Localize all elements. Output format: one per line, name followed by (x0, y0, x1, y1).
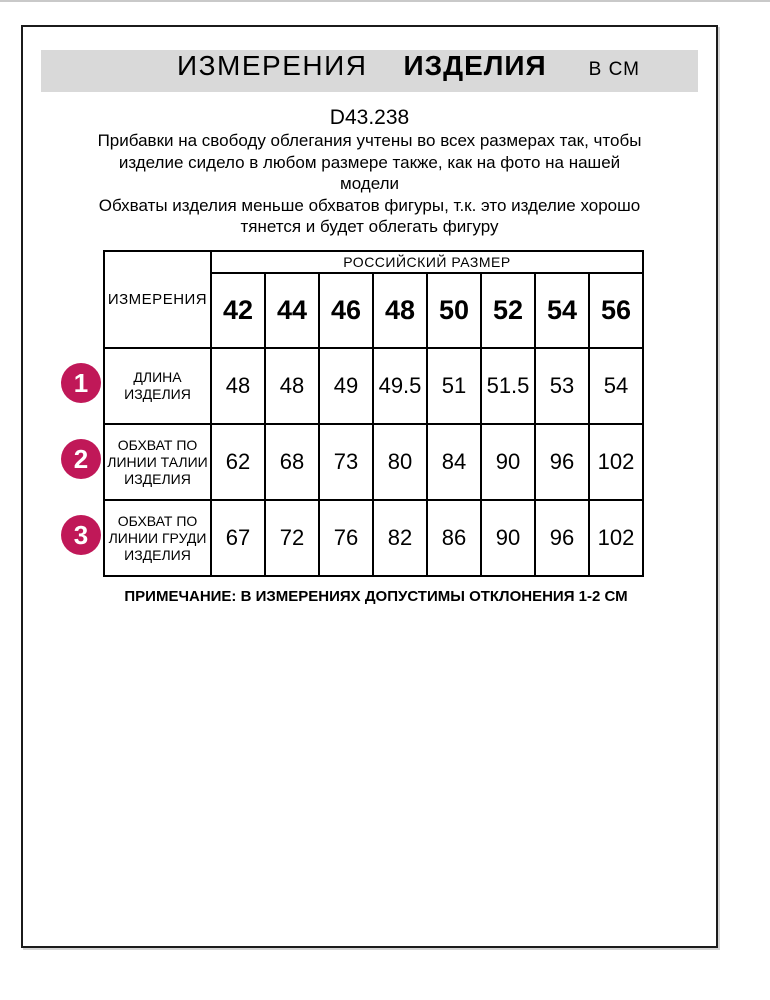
title-word-product: ИЗДЕЛИЯ (403, 50, 547, 81)
tolerance-note: ПРИМЕЧАНИЕ: В ИЗМЕРЕНИЯХ ДОПУСТИМЫ ОТКЛОНЕНИЯ 1-2 СМ (124, 588, 628, 605)
size-header-cell: 52 (481, 273, 535, 348)
scan-artifact-line (0, 0, 770, 2)
value-cell: 76 (319, 500, 373, 576)
size-header-cell: 44 (265, 273, 319, 348)
intro-text (23, 130, 716, 238)
value-cell: 54 (589, 348, 643, 424)
title-word-units: В СМ (588, 59, 640, 80)
row-label: ОБХВАТ ПО ЛИНИИ ТАЛИИ ИЗДЕЛИЯ (104, 424, 211, 500)
size-header-cell: 46 (319, 273, 373, 348)
row-marker-badge-3: 3 (61, 515, 101, 555)
value-cell: 90 (481, 500, 535, 576)
table-row-chest (104, 500, 643, 576)
intro-line: Обхваты изделия меньше обхватов фигуры, т.к. это изделие хорошо (98, 195, 641, 215)
size-header-cell: 56 (589, 273, 643, 348)
value-cell: 102 (589, 424, 643, 500)
size-header-cell: 50 (427, 273, 481, 348)
size-table (103, 250, 644, 577)
intro-line: Прибавки на свободу облегания учтены во всех размерах так, чтобы (97, 131, 642, 150)
table-group-header: РОССИЙСКИЙ РАЗМЕР (211, 251, 643, 273)
size-header-cell: 54 (535, 273, 589, 348)
title-word-measurements: ИЗМЕРЕНИЯ (177, 50, 368, 81)
table-row-length (104, 348, 643, 424)
value-cell: 96 (535, 500, 589, 576)
article-code: D43.238 (329, 106, 410, 129)
value-cell: 62 (211, 424, 265, 500)
table-corner-header: ИЗМЕРЕНИЯ (104, 251, 211, 348)
row-marker-badge-1: 1 (61, 363, 101, 403)
intro-line: тянется и будет облегать фигуру (240, 217, 499, 236)
size-header-cell: 48 (373, 273, 427, 348)
value-cell: 49 (319, 348, 373, 424)
value-cell: 51.5 (481, 348, 535, 424)
row-label: ДЛИНА ИЗДЕЛИЯ (104, 348, 211, 424)
value-cell: 90 (481, 424, 535, 500)
value-cell: 102 (589, 500, 643, 576)
value-cell: 49.5 (373, 348, 427, 424)
value-cell: 67 (211, 500, 265, 576)
value-cell: 51 (427, 348, 481, 424)
intro-line: изделие сидело в любом размере также, как на фото на нашей (118, 152, 621, 172)
value-cell: 48 (265, 348, 319, 424)
value-cell: 48 (211, 348, 265, 424)
intro-line: модели (340, 174, 399, 193)
value-cell: 80 (373, 424, 427, 500)
value-cell: 72 (265, 500, 319, 576)
value-cell: 73 (319, 424, 373, 500)
title-band (41, 50, 698, 92)
table-row-waist (104, 424, 643, 500)
size-header-cell: 42 (211, 273, 265, 348)
value-cell: 82 (373, 500, 427, 576)
row-marker-badge-2: 2 (61, 439, 101, 479)
value-cell: 84 (427, 424, 481, 500)
value-cell: 96 (535, 424, 589, 500)
value-cell: 68 (265, 424, 319, 500)
value-cell: 53 (535, 348, 589, 424)
page-frame (21, 25, 718, 948)
row-label: ОБХВАТ ПО ЛИНИИ ГРУДИ ИЗДЕЛИЯ (104, 500, 211, 576)
value-cell: 86 (427, 500, 481, 576)
